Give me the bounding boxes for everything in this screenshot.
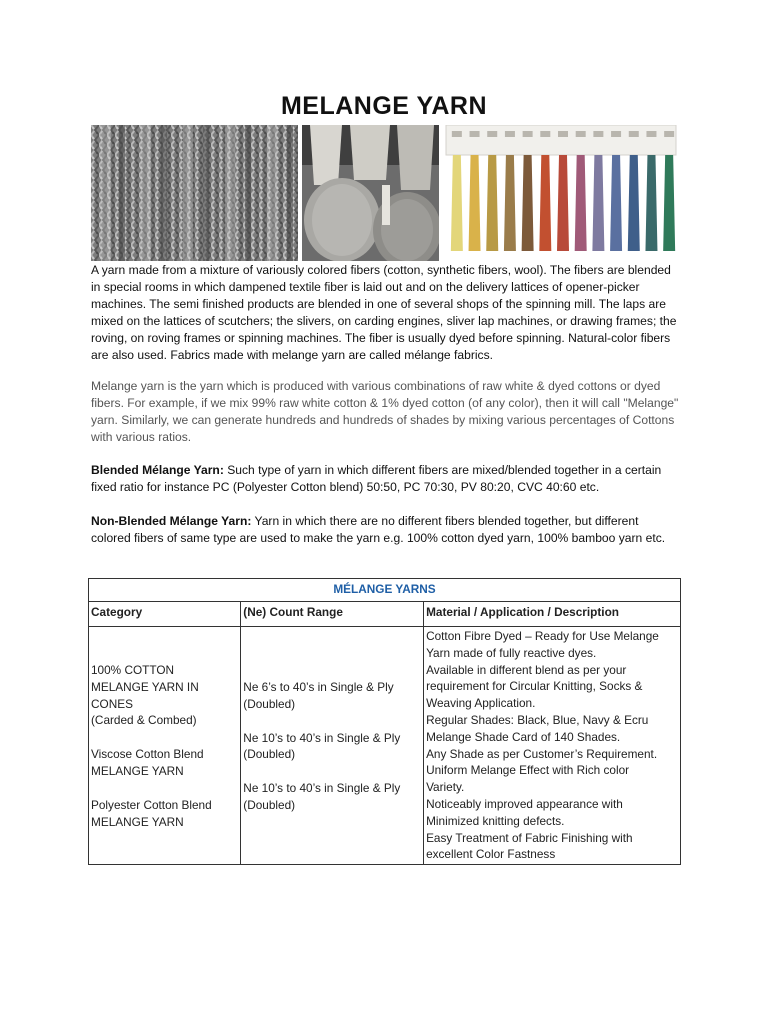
- shade-tag: [487, 131, 497, 137]
- count-range-cell: [241, 627, 424, 865]
- yarn-tassel: [628, 155, 640, 251]
- shade-tag: [523, 131, 533, 137]
- yarn-cones-photo: [302, 125, 439, 261]
- knit-fabric-photo: [91, 125, 298, 261]
- category-line: MELANGE YARN: [91, 814, 184, 829]
- yarn-tassel: [575, 155, 587, 251]
- intro-paragraph: A yarn made from a mixture of variously colored fibers (cotton, synthetic fibers, wool). The fibers are blended in special rooms in which dampened textile fiber is laid out and on the delivery lattices of opener-picker machines. The semi finished products are blended in one of several shops of the spinning mill. The laps are mixed on the lattices of scutchers; the slivers, on carding engines, sliver lap machines, or drawing frames; the roving, on roving frames or spinning machines. The fiber is usually dyed before spinning. Natural-color fibers are also used. Fabrics made with melange yarn are called mélange fabrics.: [91, 263, 677, 362]
- description-line: Melange Shade Card of 140 Shades.: [426, 729, 621, 744]
- count-line: (Doubled): [243, 747, 296, 762]
- definition-paragraph: Melange yarn is the yarn which is produced with various combinations of raw white & dyed cottons or dyed fibers. For example, if we mix 99% raw white cotton & 1% dyed cotton (of any color), then it will call "Melange" yarn. Similarly, we can generate hundreds and hundreds of shades by mixing various percentages of Cottons with various ratios.: [91, 379, 679, 444]
- description-line: Regular Shades: Black, Blue, Navy & Ecru: [426, 712, 649, 727]
- yarn-tassel: [610, 155, 622, 251]
- shade-tag: [452, 131, 462, 137]
- shade-tag: [540, 131, 550, 137]
- description-line: Any Shade as per Customer’s Requirement.: [426, 746, 658, 761]
- yarn-tassel: [469, 155, 481, 251]
- header-count-range: (Ne) Count Range: [241, 602, 424, 627]
- yarn-tassel: [663, 155, 675, 251]
- blended-melange-paragraph: [91, 462, 681, 496]
- description-line: Minimized knitting defects.: [426, 813, 565, 828]
- description-line: excellent Color Fastness: [426, 847, 556, 862]
- category-line: 100% COTTON: [91, 663, 175, 677]
- count-line: (Doubled): [243, 696, 296, 711]
- description-line: requirement for Circular Knitting, Socks &: [426, 679, 643, 694]
- yarn-tassel: [539, 155, 551, 251]
- shade-tag: [611, 131, 621, 137]
- yarn-tassel: [592, 155, 604, 251]
- shade-tag: [593, 131, 603, 137]
- category-line: Viscose Cotton Blend: [91, 747, 204, 762]
- count-line: (Doubled): [243, 797, 296, 812]
- shade-tag: [470, 131, 480, 137]
- yarn-tassel: [504, 155, 516, 251]
- shade-tag: [664, 131, 674, 137]
- description-line: Cotton Fibre Dyed – Ready for Use Melange: [426, 629, 659, 643]
- page-title: MELANGE YARN: [280, 92, 488, 120]
- shade-tag: [558, 131, 568, 137]
- non-blended-melange-paragraph: [91, 513, 681, 547]
- description-line: Weaving Application.: [426, 696, 536, 711]
- shade-card-photo: [444, 125, 678, 261]
- category-line: (Carded & Combed): [91, 713, 197, 728]
- category-line: MELANGE YARN: [91, 763, 184, 778]
- category-line: Polyester Cotton Blend: [91, 797, 212, 812]
- shade-tag: [505, 131, 515, 137]
- category-line: MELANGE YARN IN CONES: [91, 679, 199, 711]
- count-line: Ne 10’s to 40’s in Single & Ply: [243, 781, 401, 796]
- description-line: Available in different blend as per your: [426, 662, 627, 677]
- yarn-tassel: [645, 155, 657, 251]
- non-blended-melange-label: Non-Blended Mélange Yarn:: [91, 514, 252, 528]
- table-caption: MÉLANGE YARNS: [89, 579, 681, 602]
- yarn-tassel: [486, 155, 498, 251]
- shade-tag: [646, 131, 656, 137]
- table-row: [89, 627, 681, 865]
- melange-yarns-table: [88, 578, 681, 865]
- header-category: Category: [89, 602, 241, 627]
- description-line: Variety.: [426, 780, 465, 795]
- description-line: Noticeably improved appearance with: [426, 796, 623, 811]
- description-line: Uniform Melange Effect with Rich color: [426, 763, 630, 778]
- description-line: Easy Treatment of Fabric Finishing with: [426, 830, 633, 845]
- count-line: Ne 10’s to 40’s in Single & Ply: [243, 730, 401, 745]
- category-cell: [89, 627, 241, 865]
- yarn-tassel: [451, 155, 463, 251]
- header-description: Material / Application / Description: [424, 602, 681, 627]
- shade-tag: [576, 131, 586, 137]
- yarn-tassel: [522, 155, 534, 251]
- shade-tag: [629, 131, 639, 137]
- count-line: Ne 6’s to 40’s in Single & Ply: [243, 680, 394, 694]
- description-cell: [424, 627, 681, 865]
- non-blended-melange-text: Yarn in which there are no different fibers blended together, but different colored fibers of same type are used to make the yarn e.g. 100% cotton dyed yarn, 100% bamboo yarn etc.: [91, 514, 666, 545]
- description-line: Yarn made of fully reactive dyes.: [426, 645, 597, 660]
- yarn-tassel: [557, 155, 569, 251]
- blended-melange-label: Blended Mélange Yarn:: [91, 463, 224, 477]
- blended-melange-text: Such type of yarn in which different fibers are mixed/blended together in a certain fixed ratio for instance PC (Polyester Cotton blend) 50:50, PC 70:30, PV 80:20, CVC 40:60 etc.: [91, 463, 662, 494]
